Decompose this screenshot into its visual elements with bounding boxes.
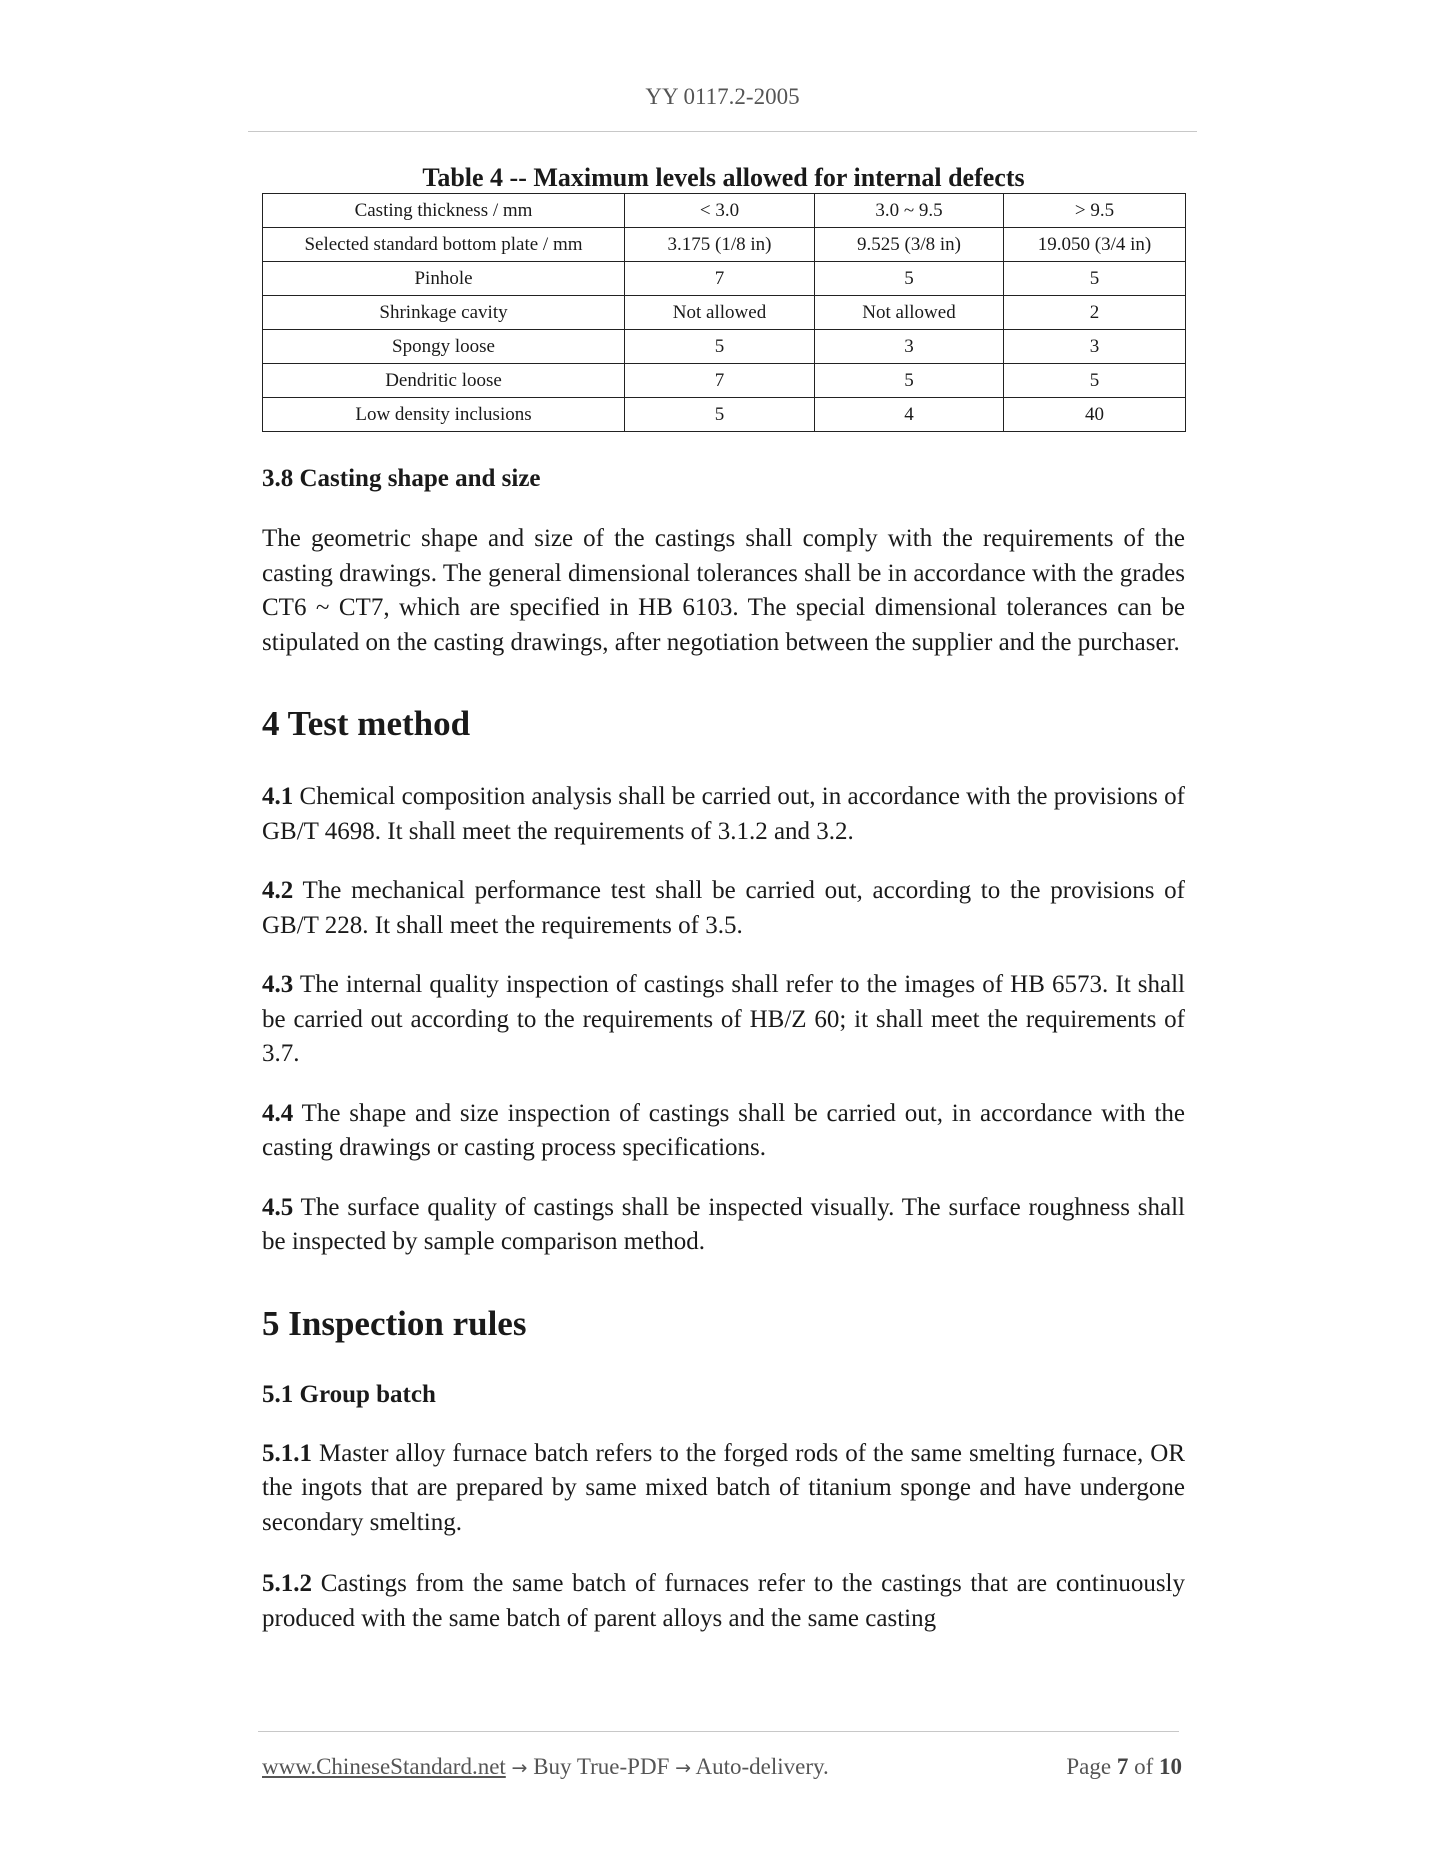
arrow-right-icon: → bbox=[675, 1757, 692, 1779]
footer-links bbox=[262, 1754, 829, 1780]
table-caption: Table 4 -- Maximum levels allowed for internal defects bbox=[422, 163, 1025, 192]
table-cell: 7 bbox=[625, 262, 815, 296]
table-row bbox=[263, 364, 1186, 398]
section-3-8-text: The geometric shape and size of the castings shall comply with the requirements of the casting drawings. The general dimensional tolerances shall be in accordance with the grades CT6 ~ CT7, which are specified in HB 6103. The special dimensional tolerances can be stipulated on the casting drawings, after negotiation between the supplier and the purchaser. bbox=[262, 525, 1185, 656]
table-row bbox=[263, 398, 1186, 432]
table-cell: Not allowed bbox=[625, 296, 815, 330]
clause-5-1-1 bbox=[262, 1437, 1185, 1541]
clause-4-5 bbox=[262, 1191, 1185, 1260]
table-cell: > 9.5 bbox=[1004, 194, 1186, 228]
table-cell: 4 bbox=[815, 398, 1004, 432]
clause-4-4 bbox=[262, 1097, 1185, 1166]
clause-number: 4.5 bbox=[262, 1193, 294, 1221]
table-cell: 40 bbox=[1004, 398, 1186, 432]
page-current: 7 bbox=[1116, 1754, 1129, 1779]
internal-defects-table bbox=[262, 193, 1186, 432]
clause-4-1 bbox=[262, 780, 1185, 849]
footer-divider bbox=[258, 1731, 1179, 1732]
clause-text: The internal quality inspection of castings shall refer to the images of HB 6573. It shall be carried out according to the requirements of HB/Z 60; it shall meet the requirements of 3.7. bbox=[262, 971, 1185, 1067]
clause-number: 4.4 bbox=[262, 1099, 294, 1127]
site-link[interactable]: www.ChineseStandard.net bbox=[262, 1754, 506, 1779]
table-cell: 3.175 (1/8 in) bbox=[625, 228, 815, 262]
clause-number: 5.1.2 bbox=[262, 1570, 312, 1597]
table-cell: 5 bbox=[815, 262, 1004, 296]
table-cell: Dendritic loose bbox=[263, 364, 625, 398]
table-cell: < 3.0 bbox=[625, 194, 815, 228]
clause-5-1-2 bbox=[262, 1567, 1185, 1636]
arrow-right-icon: → bbox=[511, 1757, 528, 1779]
table-cell: 3 bbox=[1004, 330, 1186, 364]
clause-number: 4.2 bbox=[262, 877, 294, 904]
section-heading-4: 4 Test method bbox=[262, 704, 471, 743]
section-heading-5: 5 Inspection rules bbox=[262, 1303, 527, 1343]
clause-number: 4.3 bbox=[262, 971, 294, 998]
table-row bbox=[263, 262, 1186, 296]
table-cell: Pinhole bbox=[263, 262, 625, 296]
table-row bbox=[263, 296, 1186, 330]
table-cell: Low density inclusions bbox=[263, 398, 625, 432]
clause-text: The shape and size inspection of castings shall be carried out, in accordance with the casting drawings or casting process specifications. bbox=[262, 1099, 1185, 1161]
table-cell: 2 bbox=[1004, 296, 1186, 330]
table-row bbox=[263, 228, 1186, 262]
section-heading-5-1: 5.1 Group batch bbox=[262, 1380, 436, 1408]
clause-4-3 bbox=[262, 968, 1185, 1072]
page-content bbox=[262, 160, 1185, 1636]
header-divider bbox=[248, 131, 1197, 132]
footer-delivery-text: Auto-delivery. bbox=[691, 1754, 829, 1779]
clause-number: 4.1 bbox=[262, 783, 294, 810]
table-cell: Spongy loose bbox=[263, 330, 625, 364]
of-label: of bbox=[1128, 1754, 1159, 1779]
page-label: Page bbox=[1066, 1754, 1117, 1779]
table-cell: 5 bbox=[625, 398, 815, 432]
clause-text: Master alloy furnace batch refers to the forged rods of the same smelting furnace, OR the ingots that are prepared by same mixed batch of titanium sponge and have undergone secondary smelting. bbox=[262, 1439, 1185, 1536]
table-cell: 5 bbox=[1004, 262, 1186, 296]
clause-number: 5.1.1 bbox=[262, 1439, 312, 1467]
section-heading-3-8: 3.8 Casting shape and size bbox=[262, 465, 541, 492]
table-cell: Not allowed bbox=[815, 296, 1004, 330]
page-indicator bbox=[1066, 1754, 1182, 1780]
page-footer bbox=[262, 1754, 1182, 1784]
table-cell: 3 bbox=[815, 330, 1004, 364]
clause-text: The surface quality of castings shall be inspected visually. The surface roughness shall be inspected by sample comparison method. bbox=[262, 1193, 1185, 1255]
clause-text: Castings from the same batch of furnaces refer to the castings that are continuously produced with the same batch of parent alloys and the same casting bbox=[262, 1570, 1185, 1632]
table-cell: 9.525 (3/8 in) bbox=[815, 228, 1004, 262]
clause-text: Chemical composition analysis shall be carried out, in accordance with the provisions of GB/T 4698. It shall meet the requirements of 3.1.2 and 3.2. bbox=[262, 783, 1185, 845]
table-cell: 5 bbox=[815, 364, 1004, 398]
table-row bbox=[263, 330, 1186, 364]
clause-4-2 bbox=[262, 874, 1185, 943]
footer-buy-text: Buy True-PDF bbox=[527, 1754, 676, 1779]
table-cell: 5 bbox=[1004, 364, 1186, 398]
table-cell: Shrinkage cavity bbox=[263, 296, 625, 330]
table-cell: Casting thickness / mm bbox=[263, 194, 625, 228]
table-cell: Selected standard bottom plate / mm bbox=[263, 228, 625, 262]
table-cell: 5 bbox=[625, 330, 815, 364]
clause-text: The mechanical performance test shall be carried out, according to the provisions of GB/T 228. It shall meet the requirements of 3.5. bbox=[262, 877, 1185, 939]
table-cell: 3.0 ~ 9.5 bbox=[815, 194, 1004, 228]
table-row bbox=[263, 194, 1186, 228]
table-cell: 7 bbox=[625, 364, 815, 398]
page-total: 10 bbox=[1159, 1754, 1182, 1779]
table-cell: 19.050 (3/4 in) bbox=[1004, 228, 1186, 262]
page-header: YY 0117.2-2005 bbox=[645, 84, 800, 109]
